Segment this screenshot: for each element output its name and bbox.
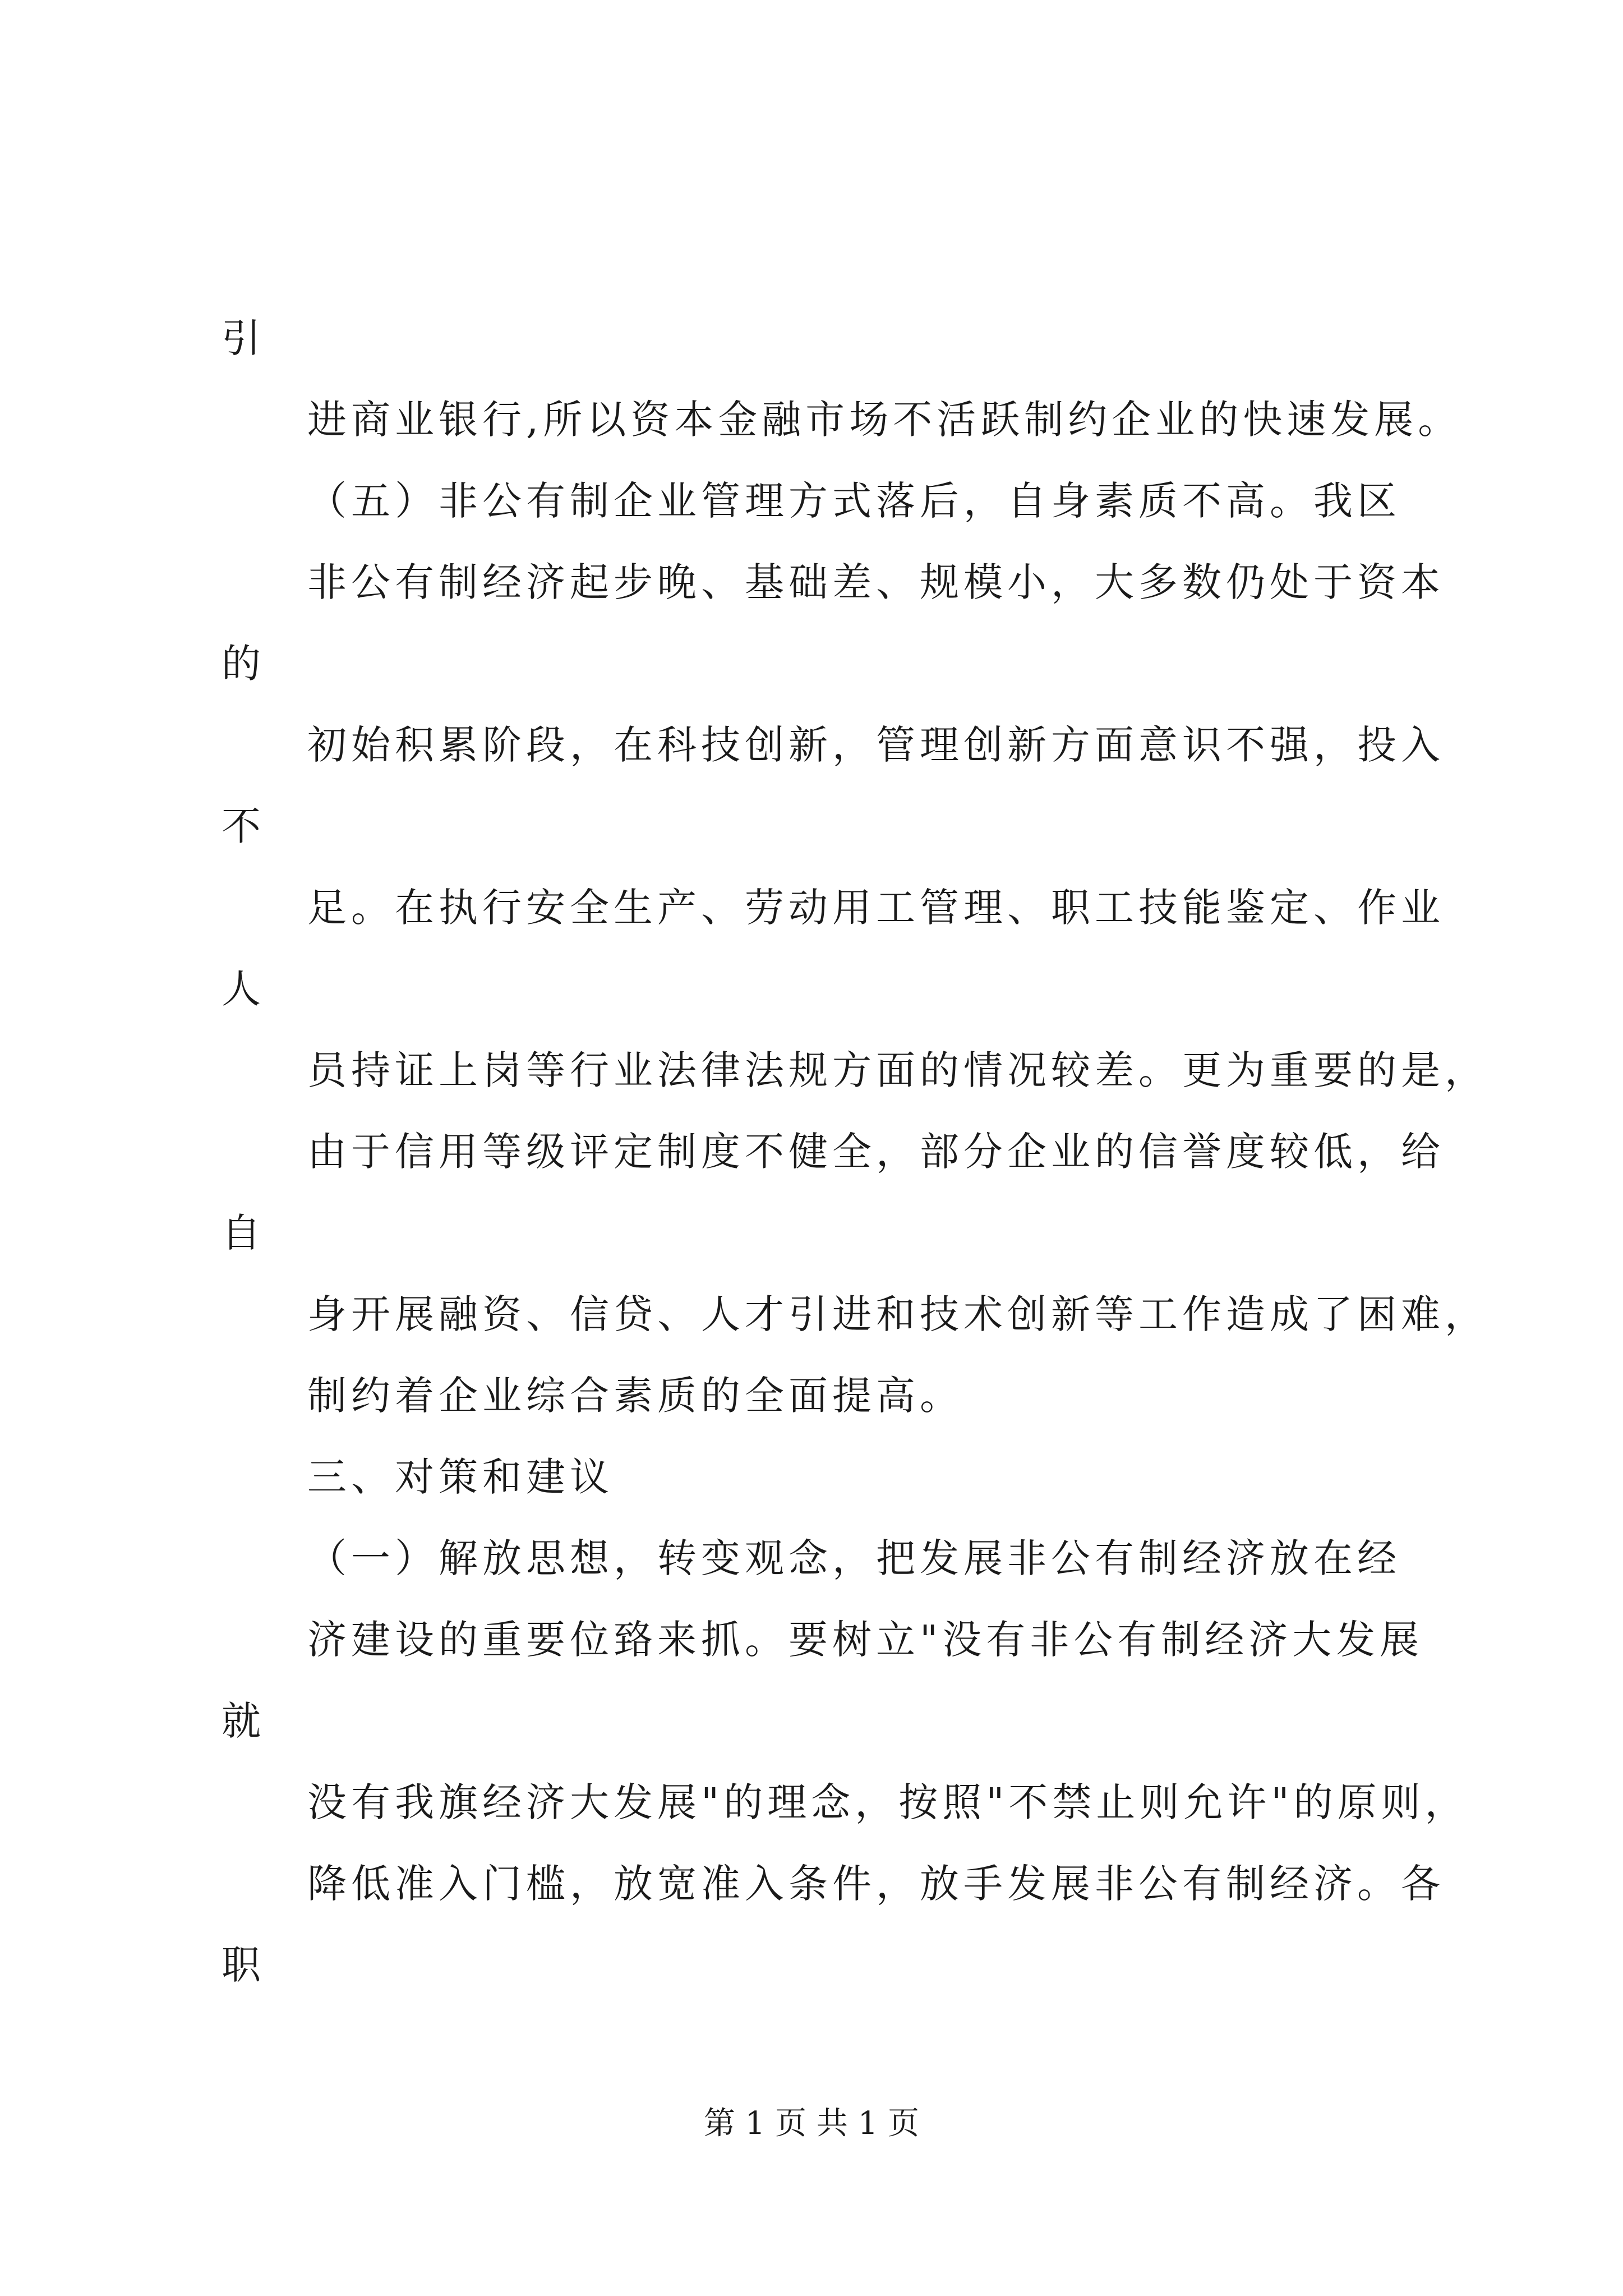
- text-line: 非公有制经济起步晚、基础差、规模小，大多数仍处于资本: [307, 559, 1445, 605]
- text-line: 进商业银行,所以资本金融市场不活跃制约企业的快速发展。: [307, 397, 1462, 443]
- text-line: 就: [222, 1698, 265, 1744]
- text-line: 自: [222, 1210, 265, 1256]
- text-line: 没有我旗经济大发展"的理念，按照"不禁止则允许"的原则，: [307, 1779, 1469, 1825]
- text-line: （五）非公有制企业管理方式落后，自身素质不高。我区: [307, 478, 1401, 524]
- page-footer: 第 1 页 共 1 页: [703, 2105, 920, 2142]
- text-line: 初始积累阶段，在科技创新，管理创新方面意识不强，投入: [307, 722, 1445, 768]
- text-line: 的: [222, 641, 265, 687]
- text-line: 降低准入门槛，放宽准入条件，放手发展非公有制经济。各: [307, 1861, 1445, 1907]
- text-line: 济建设的重要位臵来抓。要树立"没有非公有制经济大发展: [307, 1617, 1424, 1663]
- text-line: 引: [222, 315, 265, 361]
- text-line: 不: [222, 803, 265, 849]
- text-line: 人: [222, 966, 265, 1012]
- text-line: 由于信用等级评定制度不健全，部分企业的信誉度较低，给: [307, 1129, 1445, 1175]
- text-line: 足。在执行安全生产、劳动用工管理、职工技能鉴定、作业: [307, 885, 1445, 931]
- text-line: 制约着企业综合素质的全面提高。: [307, 1373, 963, 1419]
- text-line: （一）解放思想，转变观念，把发展非公有制经济放在经: [307, 1535, 1401, 1581]
- text-line: 员持证上岗等行业法律法规方面的情况较差。更为重要的是，: [307, 1047, 1488, 1093]
- section-heading: 三、对策和建议: [307, 1454, 614, 1500]
- text-line: 职: [222, 1942, 265, 1988]
- text-line: 身开展融资、信贷、人才引进和技术创新等工作造成了困难，: [307, 1291, 1488, 1337]
